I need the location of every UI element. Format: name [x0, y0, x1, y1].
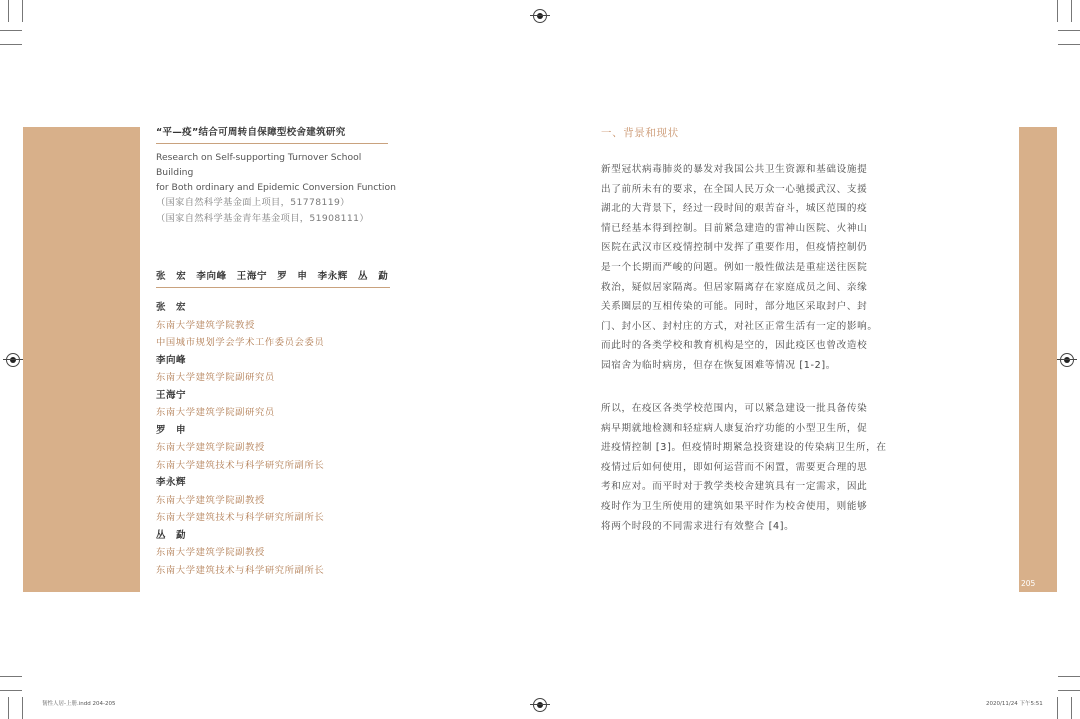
crop-mark — [1058, 30, 1080, 31]
footer-file-info: 韧性人居-上册.indd 204-205 — [42, 701, 116, 707]
paragraph-line: 病早期就地检测和轻症病人康复治疗功能的小型卫生所，促 — [601, 422, 868, 434]
body-paragraph-2 — [601, 399, 886, 536]
author-name: 李向峰 — [156, 354, 187, 366]
section-heading: 一、背景和现状 — [601, 127, 679, 139]
crop-mark — [8, 0, 9, 22]
registration-mark-left — [6, 353, 20, 367]
page-number: 205 — [1021, 579, 1036, 588]
paragraph-line: 将两个时段的不同需求进行有效整合 [4]。 — [601, 520, 795, 532]
registration-mark-top — [533, 9, 547, 23]
affiliation-line: 东南大学建筑学院副教授 — [156, 442, 265, 453]
crop-mark — [1058, 44, 1080, 45]
paragraph-line: 园宿舍为临时病房，但存在恢复困难等情况 [1-2]。 — [601, 359, 836, 371]
crop-mark — [1057, 0, 1058, 22]
registration-mark-right — [1060, 353, 1074, 367]
paragraph-line: 考和应对。而平时对于教学类校舍建筑具有一定需求，因此 — [601, 481, 868, 493]
paragraph-line: 救治，疑似居家隔离。但居家隔离存在家庭成员之间、亲缘 — [601, 281, 868, 293]
left-color-band — [23, 127, 140, 592]
crop-mark — [1057, 697, 1058, 719]
author-affiliations — [156, 299, 406, 579]
article-title-cn: “平—疫”结合可周转自保障型校舍建筑研究 — [156, 127, 346, 138]
paragraph-line: 出了前所未有的要求，在全国人民万众一心驰援武汉、支援 — [601, 183, 868, 195]
crop-mark — [1058, 676, 1080, 677]
paragraph-line: 疫情过后如何使用，即如何运营而不闲置，需要更合理的思 — [601, 461, 868, 473]
paragraph-line: 疫时作为卫生所使用的建筑如果平时作为校舍使用，则能够 — [601, 500, 868, 512]
affiliation-line: 中国城市规划学会学术工作委员会委员 — [156, 337, 325, 348]
article-header — [156, 124, 396, 227]
affiliation-line: 东南大学建筑学院副教授 — [156, 547, 265, 558]
crop-mark — [0, 30, 22, 31]
paragraph-line: 医院在武汉市区疫情控制中发挥了重要作用，但疫情控制仍 — [601, 242, 868, 254]
crop-mark — [1071, 697, 1072, 719]
registration-mark-bottom — [533, 698, 547, 712]
author-name: 王海宁 — [156, 389, 187, 401]
author-list: 张 宏 李向峰 王海宁 罗 申 李永辉 丛 勐 — [156, 271, 389, 282]
affiliation-line: 东南大学建筑学院副教授 — [156, 494, 265, 506]
authors-divider — [156, 287, 390, 288]
crop-mark — [22, 0, 23, 22]
paragraph-line: 进疫情控制 [3]。但疫情时期紧急投资建设的传染病卫生所，在 — [601, 442, 887, 454]
article-title-en-line: Research on Self-supporting Turnover School Building — [156, 152, 362, 178]
paragraph-line: 情已经基本得到控制。目前紧急建造的雷神山医院、火神山 — [601, 222, 868, 234]
footer-timestamp: 2020/11/24 下午5:51 — [986, 701, 1043, 707]
affiliation-line: 东南大学建筑技术与科学研究所副所长 — [156, 512, 325, 523]
affiliation-line: 东南大学建筑学院副研究员 — [156, 407, 275, 418]
funding-line: （国家自然科学基金面上项目，51778119） — [156, 197, 350, 208]
crop-mark — [0, 690, 22, 691]
author-name: 丛 勐 — [156, 529, 187, 541]
paragraph-line: 是一个长期而严峻的问题。例如一般性做法是重症送往医院 — [601, 261, 868, 273]
crop-mark — [0, 44, 22, 45]
paragraph-line: 关系圈层的互相传染的可能。同时，部分地区采取封户、封 — [601, 301, 868, 313]
body-paragraph-1 — [601, 160, 886, 376]
affiliation-line: 东南大学建筑学院教授 — [156, 319, 255, 331]
crop-mark — [1071, 0, 1072, 22]
crop-mark — [0, 676, 22, 677]
paragraph-line: 新型冠状病毒肺炎的暴发对我国公共卫生资源和基础设施提 — [601, 164, 868, 175]
affiliation-line: 东南大学建筑技术与科学研究所副所长 — [156, 564, 325, 576]
paragraph-line: 湖北的大背景下，经过一段时间的艰苦奋斗，城区范围的疫 — [601, 203, 868, 215]
article-title-en-line: for Both ordinary and Epidemic Conversion Function — [156, 182, 396, 193]
crop-mark — [1058, 690, 1080, 691]
paragraph-line: 所以，在疫区各类学校范围内，可以紧急建设一批具备传染 — [601, 403, 868, 414]
affiliation-line: 东南大学建筑技术与科学研究所副所长 — [156, 459, 325, 471]
right-color-band — [1019, 127, 1057, 592]
funding-line: （国家自然科学基金青年基金项目，51908111） — [156, 213, 369, 224]
paragraph-line: 门、封小区、封村庄的方式，对社区正常生活有一定的影响。 — [601, 320, 878, 332]
title-divider — [156, 143, 388, 144]
crop-mark — [8, 697, 9, 719]
crop-mark — [22, 697, 23, 719]
author-name: 罗 申 — [156, 424, 187, 436]
author-name: 李永辉 — [156, 477, 187, 488]
paragraph-line: 而此时的各类学校和教育机构是空的，因此疫区也曾改造校 — [601, 340, 868, 352]
author-name: 张 宏 — [156, 302, 187, 313]
affiliation-line: 东南大学建筑学院副研究员 — [156, 372, 275, 383]
